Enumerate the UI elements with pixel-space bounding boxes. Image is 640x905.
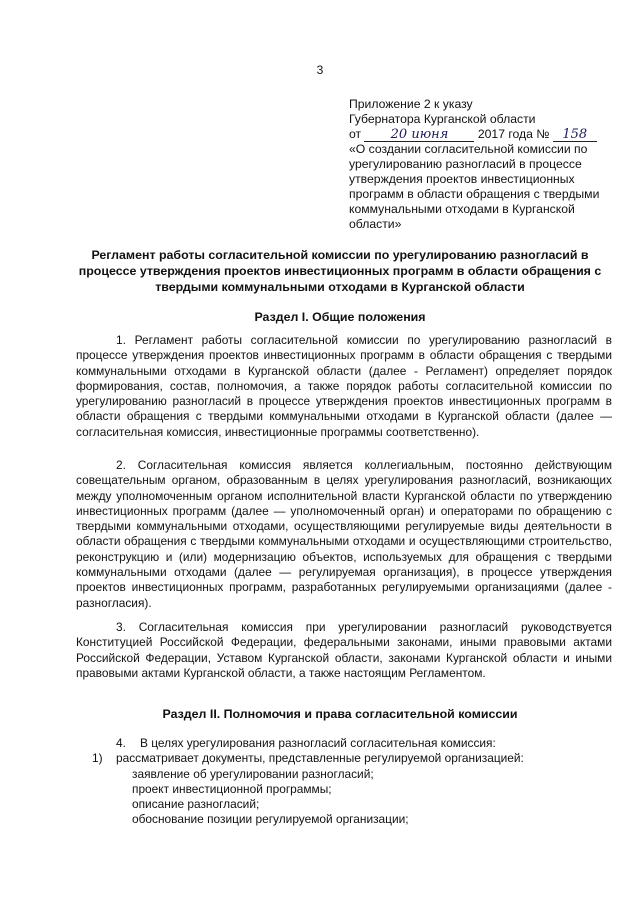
decree-title: «О создании согласительной комиссии по урегулированию разногласий в процессе утверждения проектов инвестиционных программ в области обращения с твердыми коммунальными отходами в Курганской области» (349, 142, 600, 231)
paragraph-1-block (76, 333, 612, 440)
date-prefix: от (349, 127, 362, 141)
paragraph-2: 2. Согласительная комиссия является коллегиальным, постоянно действующим совещательным органом, образованным в целях урегулирования разногласий, возникающих между уполномоченным органом исполнительной власти Курганской области по утверждению инвестиционных программ (далее — уполномоченный орган) и операторами по обращению с твердыми коммунальными отходами, осуществляющими регулируемые виды деятельности в области обращения с твердыми коммунальными отходами и осуществляющими строительство, реконструкцию и (или) модернизацию объектов, используемых для обращения с твердыми коммунальными отходами (далее — регулируемая организация), в процессе утверждения проектов инвестиционных программ, разработанных регулируемыми организациями (далее - разногласия). (76, 458, 612, 610)
handwritten-decree-number: 158 (553, 129, 597, 142)
appendix-block (349, 97, 617, 232)
item-4-number: 4. (116, 736, 126, 750)
subitem-1 (92, 751, 616, 766)
page-number: 3 (316, 63, 324, 77)
paragraph-1: 1. Регламент работы согласительной комиссии по урегулированию разногласий в процессе утверждения проектов инвестиционных программ в области обращения с твердыми коммунальными отходами в Курганской области (далее - Регламент) определяет порядок формирования, состав, полномочия, а также порядок работы согласительной комиссии по урегулированию разногласий в процессе утверждения проектов инвестиционных программ в области обращения с твердыми коммунальными отходами в Курганской области (далее — согласительная комиссия, инвестиционные программы соответственно). (76, 333, 612, 439)
paragraph-3: 3. Согласительная комиссия при урегулировании разногласий руководствуется Конституцией Российской Федерации, федеральными законами, иными правовыми актами Российской Федерации, Уставом Курганской области, законами Курганской области и иными правовыми актами Курганской области, а также настоящим Регламентом. (76, 620, 612, 680)
paragraph-2-block (76, 458, 612, 611)
item-4 (116, 736, 616, 751)
section-heading-1: Раздел I. Общие положения (254, 310, 426, 324)
date-suffix: 2017 года № (477, 127, 550, 141)
handwritten-date: 20 июня (364, 129, 474, 142)
subitem-1-text: рассматривает документы, представленные регулируемой организацией: (116, 751, 524, 766)
document-item: описание разногласий; (132, 797, 260, 812)
appendix-line-2: Губернатора Курганской области (349, 112, 536, 126)
document-item: обоснование позиции регулируемой организации; (132, 812, 409, 827)
document-item: проект инвестиционной программы; (132, 781, 332, 796)
subitem-1-number: 1) (92, 751, 103, 766)
powers-list (92, 736, 616, 828)
item-4-text: В целях урегулирования разногласий согласительная комиссия: (140, 736, 496, 750)
decree-date-line (349, 127, 617, 142)
appendix-line-1: Приложение 2 к указу (349, 97, 473, 111)
section-heading-2: Раздел II. Полномочия и права согласительной комиссии (162, 707, 518, 721)
document-item: заявление об урегулировании разногласий; (132, 766, 374, 781)
paragraph-3-block (76, 620, 612, 681)
document-title: Регламент работы согласительной комиссии по урегулированию разногласий в процессе утверждения проектов инвестиционных программ в области обращения с твердыми коммунальными отходами в Курганской области (78, 248, 602, 294)
